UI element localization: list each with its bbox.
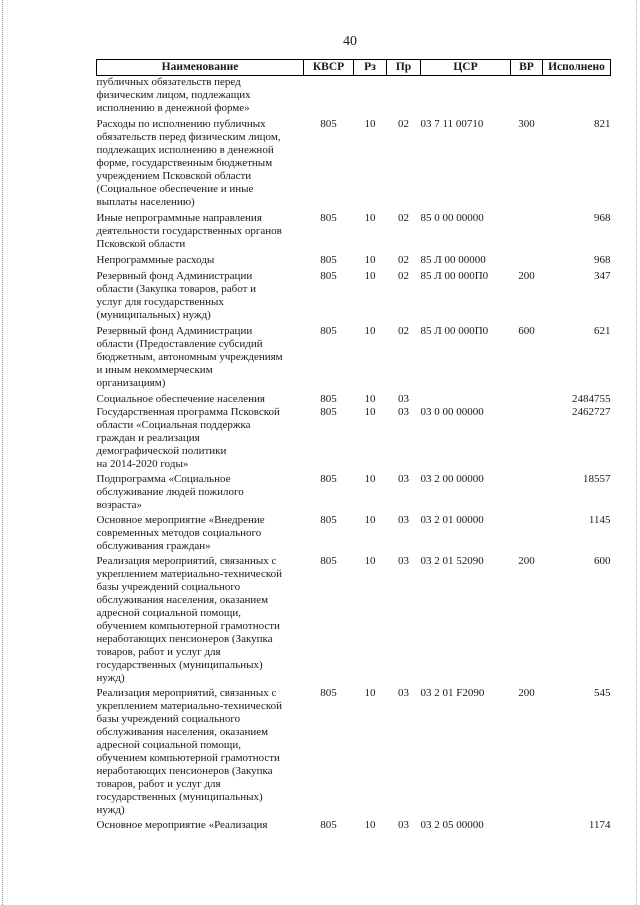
row-kvsr: 805 (320, 555, 337, 567)
row-pr: 03 (398, 555, 409, 567)
row-vr: 300 (518, 118, 535, 130)
row-isp: 545 (594, 687, 611, 699)
row-name (97, 819, 304, 834)
row-name (97, 118, 304, 212)
row-rz (354, 76, 387, 119)
row-pr: 02 (398, 212, 409, 224)
row-rz: 10 (364, 270, 376, 282)
row-name-line: базы учреждений социального (96, 713, 241, 725)
row-name (97, 406, 304, 473)
row-kvsr: 805 (320, 406, 337, 418)
row-name-line: неработающих пенсионеров (Закупка (96, 633, 273, 645)
row-name-line: области (Закупка товаров, работ и (96, 283, 257, 295)
row-rz: 10 (364, 406, 376, 418)
row-kvsr: 805 (320, 118, 337, 130)
row-name (97, 393, 304, 406)
row-rz: 10 (364, 212, 376, 224)
table-row (97, 393, 611, 406)
row-name-line: Псковской области (96, 238, 186, 250)
header-name: Наименование (97, 60, 304, 76)
row-csr: 03 2 01 52090 (420, 555, 484, 567)
row-name-line: Государственная программа Псковской (96, 406, 280, 418)
row-name-line: обучением компьютерной грамотности (96, 752, 280, 764)
row-name-line: Резервный фонд Администрации (96, 270, 253, 282)
row-kvsr: 805 (320, 473, 337, 485)
row-name (97, 555, 304, 687)
row-name-line: Реализация мероприятий, связанных с (96, 687, 277, 699)
row-name-line: современных методов социального (96, 527, 262, 539)
row-name-line: Резервный фонд Администрации (96, 325, 253, 337)
row-name-line: товаров, работ и услуг для (96, 646, 221, 658)
row-name-line: области (Предоставление субсидий (96, 338, 263, 350)
row-kvsr: 805 (320, 212, 337, 224)
table-row (97, 819, 611, 834)
row-name-line: организациям) (96, 377, 166, 389)
row-isp: 1174 (588, 819, 611, 831)
row-name-line: укреплением материально-технической (96, 700, 283, 712)
row-name-line: физическим лицом, подлежащих (96, 89, 251, 101)
row-name-line: адресной социальной помощи, (96, 607, 241, 619)
row-kvsr: 805 (320, 514, 337, 526)
row-name-line: Подпрограмма «Социальное (96, 473, 231, 485)
row-name-line: деятельности государственных органов (96, 225, 282, 237)
row-csr: 03 2 05 00000 (420, 819, 484, 831)
table-body (97, 76, 611, 835)
row-vr (511, 254, 543, 270)
row-isp (543, 76, 611, 119)
row-pr: 02 (398, 254, 409, 266)
row-name-line: выплаты населению) (96, 196, 195, 208)
row-pr: 03 (398, 393, 409, 405)
row-name-line: адресной социальной помощи, (96, 739, 241, 751)
row-name (97, 254, 304, 270)
row-csr: 85 Л 00 000П0 (420, 270, 489, 282)
row-name-line: Непрограммные расходы (96, 254, 215, 266)
row-rz: 10 (364, 819, 376, 831)
row-pr (387, 76, 421, 119)
row-csr (421, 393, 511, 406)
row-name-line: обязательств перед физическим лицом, (96, 131, 281, 143)
row-name-line: государственных (муниципальных) (96, 659, 263, 671)
row-name-line: исполнению в денежной форме» (96, 102, 250, 114)
row-csr: 85 0 00 00000 (420, 212, 484, 224)
table-row (97, 254, 611, 270)
row-name (97, 687, 304, 819)
row-name-line: укреплением материально-технической (96, 568, 283, 580)
row-rz: 10 (364, 393, 376, 405)
row-name-line: обслуживания граждан» (96, 540, 211, 552)
row-csr: 85 Л 00 00000 (420, 254, 486, 266)
row-name-line: нужд) (96, 804, 125, 816)
row-name-line: обслуживания населения, оказанием (96, 726, 269, 738)
row-isp: 18557 (583, 473, 611, 485)
row-isp: 968 (594, 212, 611, 224)
row-vr: 200 (518, 687, 535, 699)
table-row (97, 76, 611, 119)
row-pr: 03 (398, 819, 409, 831)
row-isp: 621 (594, 325, 611, 337)
row-csr (421, 76, 511, 119)
row-name-line: учреждением Псковской области (96, 170, 252, 182)
row-pr: 03 (398, 473, 409, 485)
row-name (97, 212, 304, 254)
budget-execution-table (96, 59, 611, 834)
row-kvsr: 805 (320, 393, 337, 405)
row-name-line: и иным некоммерческим (96, 364, 213, 376)
row-name-line: Основное мероприятие «Внедрение (96, 514, 265, 526)
row-rz: 10 (364, 473, 376, 485)
header-pr: Пр (387, 60, 421, 76)
row-csr: 03 2 01 F2090 (420, 687, 485, 699)
row-kvsr: 805 (320, 819, 337, 831)
row-kvsr: 805 (320, 687, 337, 699)
header-isp: Исполнено (543, 60, 611, 76)
table-row (97, 118, 611, 212)
row-name-line: публичных обязательств перед (96, 76, 241, 88)
row-name-line: Основное мероприятие «Реализация (96, 819, 268, 831)
row-name-line: области «Социальная поддержка (96, 419, 251, 431)
row-name-line: услуг для государственных (96, 296, 224, 308)
table-row (97, 473, 611, 514)
row-vr (511, 393, 543, 406)
table-row (97, 555, 611, 687)
table-row (97, 406, 611, 473)
row-name (97, 473, 304, 514)
row-isp: 600 (594, 555, 611, 567)
row-name (97, 514, 304, 555)
row-name-line: (Социальное обеспечение и иные (96, 183, 254, 195)
row-name-line: товаров, работ и услуг для (96, 778, 221, 790)
row-vr (511, 819, 543, 834)
row-vr (511, 514, 543, 555)
row-name-line: (муниципальных) нужд) (96, 309, 211, 321)
row-kvsr: 805 (320, 325, 337, 337)
row-vr (511, 406, 543, 473)
table-row (97, 325, 611, 393)
row-name (97, 76, 304, 119)
row-name-line: базы учреждений социального (96, 581, 241, 593)
row-name-line: Расходы по исполнению публичных (96, 118, 266, 130)
header-rz: Рз (354, 60, 387, 76)
row-name-line: нужд) (96, 672, 125, 684)
table-header-row (97, 60, 611, 76)
row-isp: 1145 (588, 514, 611, 526)
row-vr: 200 (518, 270, 535, 282)
row-pr: 02 (398, 325, 409, 337)
row-csr: 03 0 00 00000 (420, 406, 484, 418)
row-name (97, 325, 304, 393)
row-name-line: форме, государственным бюджетным (96, 157, 273, 169)
row-name-line: на 2014-2020 годы» (96, 458, 189, 470)
row-vr (511, 212, 543, 254)
row-vr: 600 (518, 325, 535, 337)
row-name-line: обучением компьютерной грамотности (96, 620, 280, 632)
header-vr: ВР (511, 60, 543, 76)
row-rz: 10 (364, 687, 376, 699)
row-rz: 10 (364, 555, 376, 567)
row-kvsr: 805 (320, 254, 337, 266)
row-vr (511, 76, 543, 119)
row-name-line: Реализация мероприятий, связанных с (96, 555, 277, 567)
row-pr: 02 (398, 270, 409, 282)
row-name-line: возраста» (96, 499, 143, 511)
table-row (97, 687, 611, 819)
row-name-line: неработающих пенсионеров (Закупка (96, 765, 273, 777)
row-name-line: государственных (муниципальных) (96, 791, 263, 803)
row-name-line: Иные непрограммные направления (96, 212, 262, 224)
page-number: 40 (343, 34, 357, 49)
table-row (97, 270, 611, 325)
row-name (97, 270, 304, 325)
row-rz: 10 (364, 118, 376, 130)
row-kvsr: 805 (320, 270, 337, 282)
row-csr: 85 Л 00 000П0 (420, 325, 489, 337)
scan-right-edge (636, 0, 638, 905)
row-pr: 03 (398, 406, 409, 418)
row-rz: 10 (364, 325, 376, 337)
row-rz: 10 (364, 254, 376, 266)
row-pr: 03 (398, 687, 409, 699)
row-name-line: обслуживания населения, оказанием (96, 594, 269, 606)
row-name-line: демографической политики (96, 445, 227, 457)
row-name-line: Социальное обеспечение населения (96, 393, 265, 405)
row-vr (511, 473, 543, 514)
row-name-line: бюджетным, автономным учреждениям (96, 351, 283, 363)
row-kvsr (304, 76, 354, 119)
row-isp: 968 (594, 254, 611, 266)
table-row (97, 514, 611, 555)
row-isp: 2462727 (572, 406, 611, 418)
row-name-line: граждан и реализация (96, 432, 200, 444)
row-csr: 03 2 01 00000 (420, 514, 484, 526)
header-kvsr: КВСР (304, 60, 354, 76)
row-pr: 03 (398, 514, 409, 526)
row-name-line: подлежащих исполнению в денежной (96, 144, 274, 156)
row-isp: 2484755 (572, 393, 611, 405)
row-csr: 03 7 11 00710 (420, 118, 484, 130)
row-csr: 03 2 00 00000 (420, 473, 484, 485)
row-name-line: обслуживание людей пожилого (96, 486, 244, 498)
scan-left-edge (2, 0, 4, 905)
row-isp: 347 (594, 270, 611, 282)
row-isp: 821 (594, 118, 611, 130)
row-rz: 10 (364, 514, 376, 526)
row-vr: 200 (518, 555, 535, 567)
header-csr: ЦСР (421, 60, 511, 76)
table-row (97, 212, 611, 254)
row-pr: 02 (398, 118, 409, 130)
